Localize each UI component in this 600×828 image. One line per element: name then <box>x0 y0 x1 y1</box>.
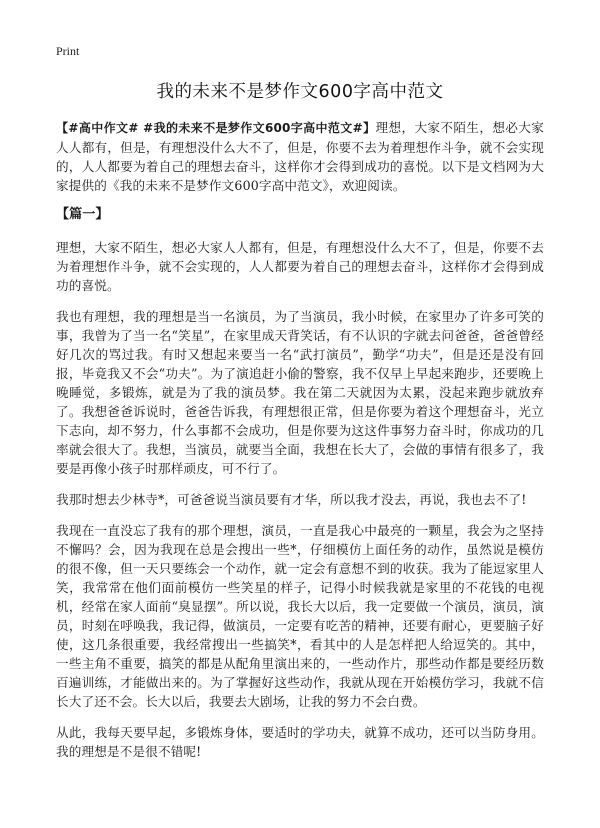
body-paragraph: 我也有理想，我的理想是当一名演员，为了当演员，我小时候，在家里办了许多可笑的事，我曾为了当一名“笑星”，在家里成天背笑话，有不认识的字就去问爸爸，爸爸曾经好几次的骂过我。有时又想起来要当一名“武打演员”，勤学“功夫”，但是还是没有回报，毕竟我又不会“功夫”。为了演追赶小偷的警察，我不仅早上早起来跑步，还要晚上晚睡觉，多锻炼，就是为了我的演员梦。我在第二天就因为太累，没起来跑步就放弃了。我想爸爸诉说时，爸爸告诉我，有理想很正常，但是你要为着这个理想奋斗，光立下志向，却不努力，什么事都不会成功，但是你要为这这件事努力奋斗时，你成功的几率就会很大了。我想，当演员，就要当全面，我想在长大了，会做的事情有很多了，我要是再像小孩子时那样顽皮，可不行了。 <box>56 309 544 476</box>
body-paragraph: 理想，大家不陌生，想必大家人人都有，但是，有理想没什么大不了，但是，你要不去为着理想作斗争，就不会实现的，人人都要为着自己的理想去奋斗，这样你才会得到成功的喜悦。 <box>56 240 544 293</box>
body-paragraph: 从此，我每天要早起，多锻炼身体，要适时的学功夫，就算不成功，还可以当防身用。我的理想是不是很不错呢! <box>56 725 544 759</box>
document-title: 我的未来不是梦作文600字高中范文 <box>156 82 444 102</box>
document-body <box>56 118 544 773</box>
intro-text: 理想，大家不陌生，想必大家人人都有，但是，有理想没什么大不了，但是，你要不去为着理想作斗争，就不会实现的，人人都要为着自己的理想去奋斗，这样你才会得到成功的喜悦。以下是文档网为大家提供的《我的未来不是梦作文600字高中范文》，欢迎阅读。 <box>56 120 544 193</box>
body-paragraph: 我现在一直没忘了我有的那个理想，演员，一直是我心中最亮的一颗星，我会为之坚持不懈吗？会，因为我现在总是会搜出一些*，仔细模仿上面任务的动作，虽然说是模仿的很不像，但一天只要练会一个动作，就一定会有意想不到的收获。我为了能逗家里人笑，我常常在他们面前模仿一些笑星的样子，记得小时候我就是家里的不花钱的电视机，经常在家人面前“臭显摆”。所以说，我长大以后，我一定要做一个演员，演员，演员，时刻在呼唤我，我记得，做演员，一定要有吃苦的精神，还要有耐心，更要脑子好使，这几条很重要，我经常搜出一些搞笑*，看其中的人是怎样把人给逗笑的。其中，一些主角不重要，搞笑的都是从配角里演出来的，一些动作片，那些动作都是要经历数百遍训练，才能做出来的。为了掌握好这些动作，我就从现在开始模仿学习，我就不信长大了还不会。长大以后，我要去大剧场，让我的努力不会白费。 <box>56 523 544 709</box>
section-heading: 【篇一】 <box>56 207 109 222</box>
body-paragraph: 我那时想去少林寺*，可爸爸说当演员要有才华，所以我才没去，再说，我也去不了! <box>56 492 527 507</box>
intro-tag: 【#高中作文# #我的未来不是梦作文600字高中范文#】 <box>56 121 376 135</box>
intro-paragraph <box>56 118 544 195</box>
print-label: Print <box>56 44 80 58</box>
